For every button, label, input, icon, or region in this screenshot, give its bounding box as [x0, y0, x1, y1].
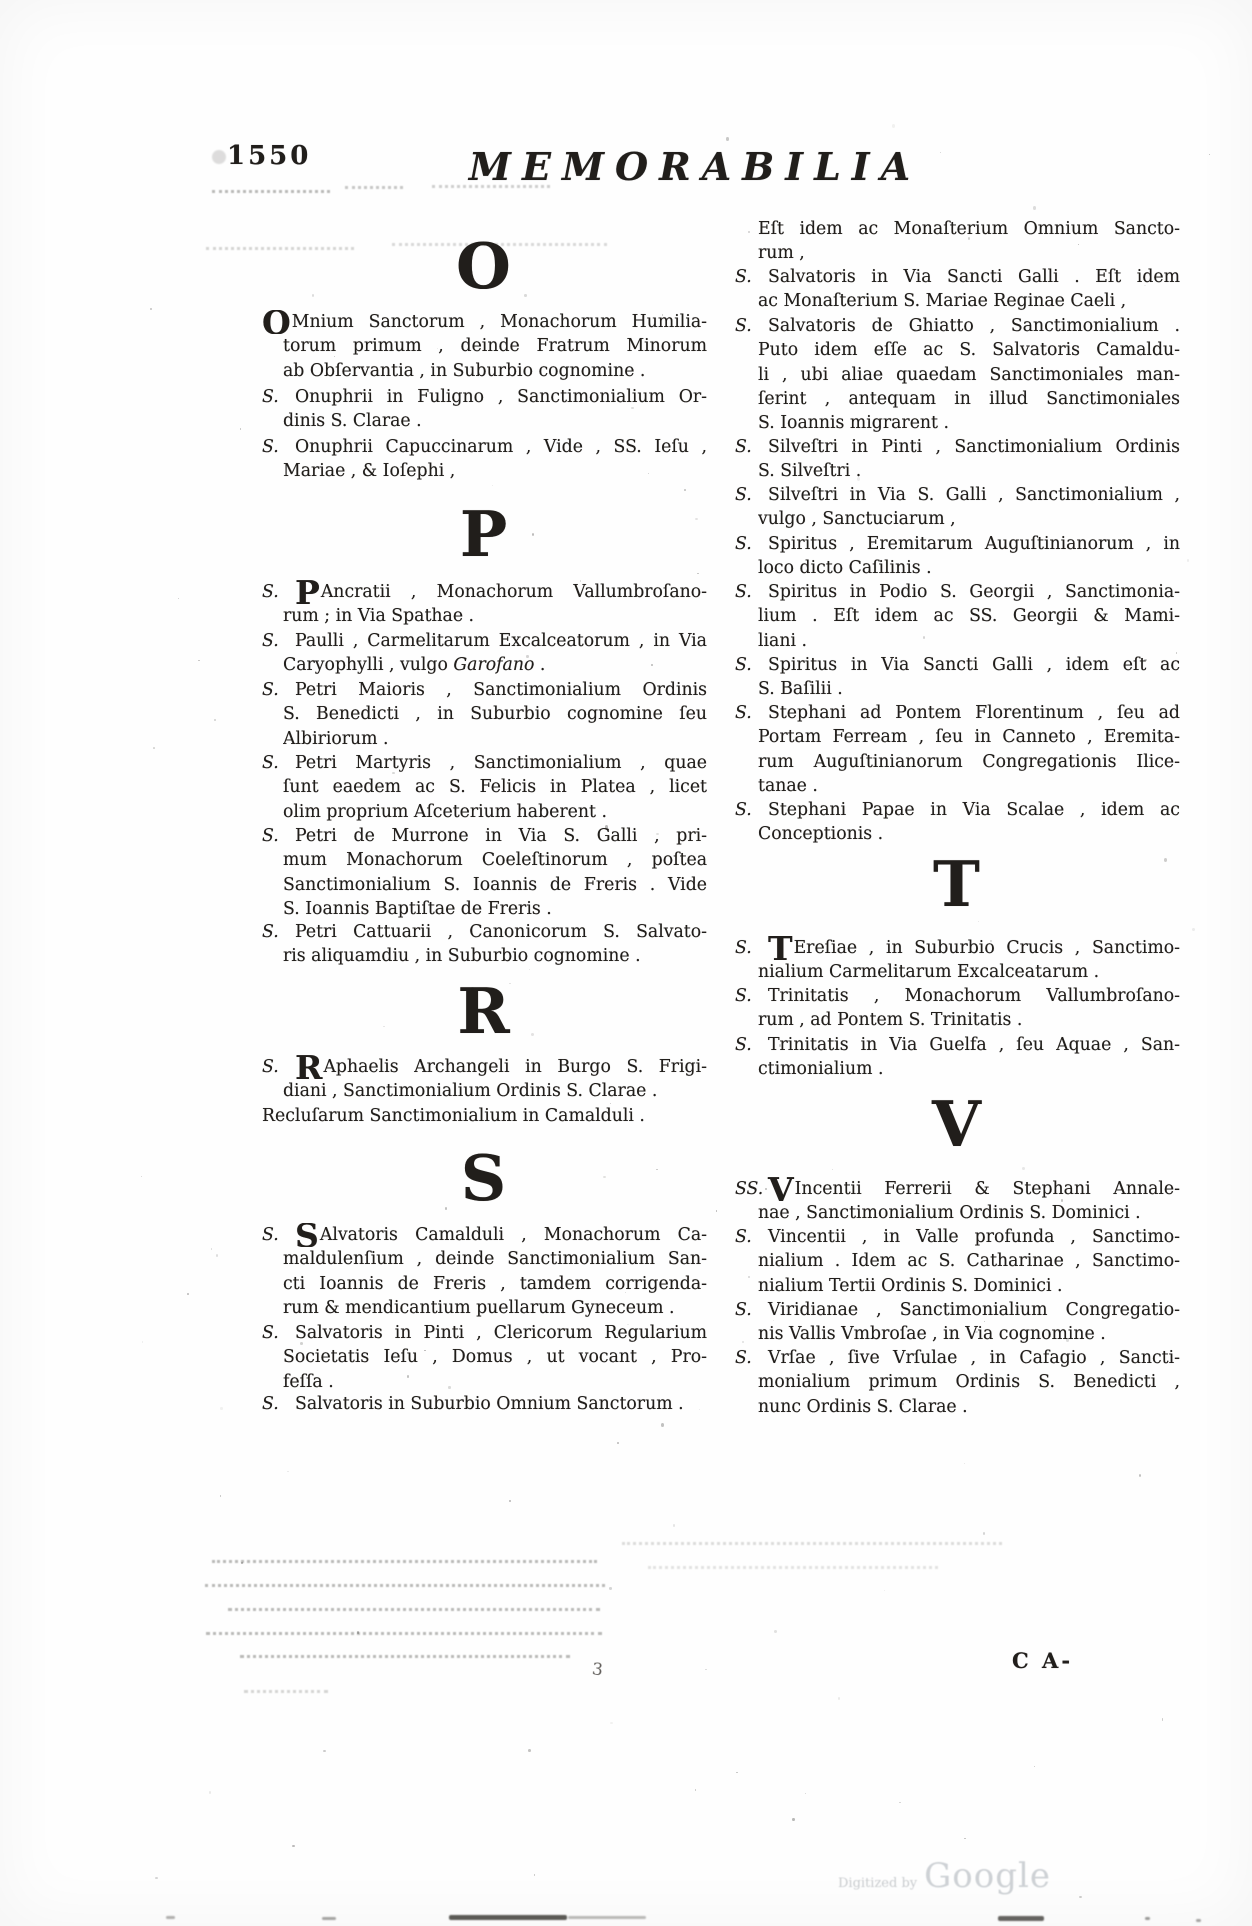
scan-speck: [155, 1877, 158, 1879]
entry-line: [262, 1055, 707, 1079]
section-letter-R: R: [457, 974, 512, 1048]
entry-text: Salvatoris de Ghiatto , Sanctimonialium .: [768, 316, 1180, 336]
entry-text: diani , Sanctimonialium Ordinis S. Clarae .: [283, 1081, 658, 1102]
bleedthrough-noise: [212, 1560, 597, 1563]
scan-speck: [198, 660, 200, 661]
entry-label: S.: [262, 1057, 279, 1077]
scan-smudge: [166, 1916, 175, 1919]
drop-cap: V: [768, 1177, 794, 1202]
index-entry: [735, 1033, 1180, 1082]
entry-text: monialium primum Ordinis S. Benedicti ,: [758, 1372, 1180, 1393]
entry-line: [735, 314, 1180, 338]
entry-label: S.: [735, 485, 752, 505]
scan-speck: [240, 428, 241, 430]
index-entry: [262, 385, 707, 434]
entry-line: [262, 1223, 707, 1247]
entry-text: nialium Tertii Ordinis S. Dominici .: [758, 1275, 1063, 1296]
entry-text: olim proprium Aſceterium haberent .: [283, 801, 607, 822]
scan-smudge: [568, 1916, 646, 1919]
entry-label: S.: [735, 534, 752, 554]
entry-line: [283, 727, 707, 751]
entry-text: Portam Ferream , ſeu in Canneto , Eremita-: [758, 727, 1180, 748]
entry-text: rum Auguſtinianorum Congregationis Ilice-: [758, 751, 1180, 772]
scan-smudge: [1145, 1917, 1150, 1920]
index-entry: [735, 936, 1180, 985]
drop-cap: O: [262, 310, 291, 335]
entry-text: Aphaelis Archangeli in Burgo S. Frigi-: [323, 1057, 707, 1077]
entry-text: liani .: [758, 630, 808, 651]
entry-line: [283, 1247, 707, 1271]
entry-line: [262, 920, 707, 944]
entry-line: [758, 241, 1180, 265]
entry-label: S.: [735, 267, 752, 287]
entry-text: Silveſtri in Via S. Galli , Sanctimonialium ,: [768, 485, 1180, 505]
entry-label: S.: [262, 753, 279, 773]
scan-speck: [1187, 559, 1189, 562]
entry-line: [283, 359, 707, 383]
entry-line: [758, 411, 1180, 435]
index-entry: [262, 1392, 707, 1416]
index-entry: [735, 1225, 1180, 1298]
entry-text: loco dicto Caſilinis .: [758, 558, 932, 579]
entry-line: [283, 848, 707, 872]
bleedthrough-noise: [648, 1566, 938, 1569]
entry-text: Ancratii , Monachorum Vallumbroſano-: [320, 582, 707, 602]
entry-text: Salvatoris in Suburbio Omnium Sanctorum .: [295, 1394, 684, 1414]
entry-line: [262, 1392, 707, 1416]
entry-line: [735, 580, 1180, 604]
entry-text: nunc Ordinis S. Clarae .: [758, 1396, 968, 1417]
entry-line: [262, 1104, 707, 1128]
entry-line: [262, 1321, 707, 1345]
bleedthrough-noise: [622, 1542, 1002, 1545]
entry-text: cti Ioannis de Freris , tamdem corrigenda-: [283, 1273, 707, 1294]
catchword: C A-: [1012, 1648, 1074, 1673]
scan-speck: [216, 1254, 218, 1257]
right-column: [735, 0, 1180, 1926]
entry-text: ſerint , antequam in illud Sanctimoniales: [758, 388, 1180, 409]
index-entry: [262, 1223, 707, 1320]
scan-speck: [209, 1791, 212, 1794]
entry-line: [262, 629, 707, 653]
entry-label: S.: [735, 316, 752, 336]
entry-line: [262, 385, 707, 409]
bleedthrough-noise: [206, 1632, 602, 1635]
entry-text: vulgo , Sanctuciarum ,: [758, 509, 956, 530]
entry-line: [735, 1298, 1180, 1322]
entry-text: S. Silveſtri .: [758, 461, 862, 482]
entry-label: S.: [262, 826, 279, 846]
entry-line: [735, 483, 1180, 507]
entry-text: Alvatoris Camalduli , Monachorum Ca-: [319, 1225, 707, 1245]
entry-text: Conceptionis .: [758, 824, 884, 845]
entry-line: [758, 1274, 1180, 1298]
index-entry: [262, 435, 707, 484]
entry-text: S. Benedicti , in Suburbio cognomine ſeu: [283, 704, 707, 725]
index-entry: [735, 1346, 1180, 1419]
entry-text: Societatis Ieſu , Domus , ut vocant , Pro-: [283, 1347, 707, 1368]
entry-line: [262, 678, 707, 702]
signature-mark: 3: [590, 1659, 604, 1681]
index-entry: [735, 532, 1180, 581]
index-entry: [735, 265, 1180, 314]
entry-label: S.: [735, 1300, 752, 1320]
entry-text: Spiritus in Podio S. Georgii , Sanctimonia-: [768, 582, 1180, 602]
entry-text: tanae .: [758, 775, 818, 796]
entry-text: Spiritus in Via Sancti Galli , idem eſt ac: [768, 655, 1180, 675]
scan-speck: [153, 747, 156, 749]
entry-line: [283, 944, 707, 968]
scan-speck: [178, 598, 179, 600]
scan-smudge: [322, 1917, 336, 1920]
entry-text: rum ; in Via Spathae .: [283, 606, 475, 627]
entry-line: [283, 459, 707, 483]
scan-speck: [141, 1176, 143, 1177]
bleedthrough-noise: [212, 190, 330, 193]
scan-speck: [142, 1341, 143, 1343]
entry-line: [735, 1346, 1180, 1370]
digitization-watermark: [838, 1856, 1051, 1896]
entry-text: Petri Cattuarii , Canonicorum S. Salvato-: [295, 922, 707, 942]
entry-line: [262, 824, 707, 848]
scan-smudge: [998, 1916, 1044, 1921]
entry-line: [283, 1370, 707, 1394]
entry-text: rum ,: [758, 243, 805, 264]
entry-label: S.: [735, 800, 752, 820]
entry-text: nae , Sanctimonialium Ordinis S. Dominici .: [758, 1203, 1141, 1224]
index-entry: [735, 984, 1180, 1033]
entry-line: [758, 1395, 1180, 1419]
section-letter-V: V: [932, 1087, 983, 1161]
watermark-prefix-text: Digitized by: [838, 1876, 918, 1891]
entry-line: [758, 1249, 1180, 1273]
entry-label: S.: [735, 1348, 752, 1368]
index-entry: [735, 653, 1180, 702]
index-entry: [735, 435, 1180, 484]
scan-speck: [214, 719, 216, 722]
entry-text: Onuphrii Capuccinarum , Vide , SS. Ieſu ,: [295, 437, 707, 457]
index-entry: [262, 920, 707, 969]
entry-label: S.: [262, 437, 279, 457]
bleedthrough-noise: [206, 247, 354, 250]
entry-line: [735, 1177, 1180, 1201]
entry-text: Mariae , & Ioſephi ,: [283, 461, 456, 482]
entry-text: feſſa .: [283, 1371, 334, 1392]
entry-label: S.: [262, 922, 279, 942]
bleedthrough-noise: [392, 243, 607, 246]
index-entry: [262, 824, 707, 921]
index-entry: [735, 1177, 1180, 1226]
entry-line: [758, 1322, 1180, 1346]
entry-line: [758, 960, 1180, 984]
entry-text: Ereſiae , in Suburbio Crucis , Sanctimo-: [793, 938, 1180, 958]
entry-line: [758, 629, 1180, 653]
entry-line: [758, 363, 1180, 387]
bleedthrough-noise: [244, 1690, 328, 1693]
entry-text: Spiritus , Eremitarum Auguſtinianorum , in: [768, 534, 1180, 554]
bleedthrough-noise: [240, 1655, 570, 1658]
left-column: [262, 0, 707, 1926]
entry-text: ctimonialium .: [758, 1059, 884, 1080]
entry-line: [758, 1370, 1180, 1394]
entry-line: [758, 1201, 1180, 1225]
entry-line: [262, 310, 707, 334]
entry-label: S.: [262, 1323, 279, 1343]
entry-text: Petri Martyris , Sanctimonialium , quae: [295, 753, 707, 773]
entry-text: S. Ioannis Baptiſtae de Freris .: [283, 898, 552, 919]
entry-line: [735, 435, 1180, 459]
entry-line: [735, 1225, 1180, 1249]
entry-line: [758, 217, 1180, 241]
entry-line: [283, 800, 707, 824]
scan-speck: [1209, 154, 1210, 155]
entry-line: [735, 798, 1180, 822]
entry-text: torum primum , deinde Fratrum Minorum: [283, 336, 707, 357]
entry-text: Petri de Murrone in Via S. Galli , pri-: [295, 826, 707, 846]
entry-line: [758, 604, 1180, 628]
entry-line: [758, 725, 1180, 749]
entry-line: [283, 653, 707, 677]
entry-line: [262, 751, 707, 775]
entry-line: [758, 774, 1180, 798]
bleedthrough-noise: [205, 1584, 605, 1587]
scan-speck: [220, 1407, 222, 1410]
entry-label: S.: [735, 1227, 752, 1247]
index-entry: [735, 701, 1180, 798]
index-entry: [735, 580, 1180, 653]
entry-text: Salvatoris in Via Sancti Galli . Eſt idem: [768, 267, 1180, 287]
entry-text: nis Vallis Vmbroſae , in Via cognomine .: [758, 1324, 1106, 1345]
section-letter-T: T: [933, 847, 982, 921]
entry-text: Onuphrii in Fuligno , Sanctimonialium Or-: [295, 387, 707, 407]
entry-label: S.: [262, 387, 279, 407]
scan-speck: [1192, 928, 1195, 931]
entry-text: Caryophylli , vulgo Garofano .: [283, 655, 546, 676]
entry-line: [283, 873, 707, 897]
entry-line: [262, 435, 707, 459]
entry-text: dinis S. Clarae .: [283, 411, 422, 432]
entry-text: Mnium Sanctorum , Monachorum Humilia-: [291, 312, 707, 332]
entry-text: Petri Maioris , Sanctimonialium Ordinis: [295, 680, 707, 700]
scan-smudge: [212, 150, 226, 164]
entry-text: Vrſae , ſive Vrſulae , in Cafagio , Sancti-: [768, 1348, 1180, 1368]
entry-text: Stephani ad Pontem Florentinum , ſeu ad: [768, 703, 1180, 723]
entry-line: [758, 677, 1180, 701]
entry-text: mum Monachorum Coeleſtinorum , poſtea: [283, 850, 707, 871]
index-entry: [262, 1104, 707, 1128]
entry-line: [262, 580, 707, 604]
entry-line: [735, 936, 1180, 960]
entry-label: S.: [735, 1035, 752, 1055]
entry-text: Salvatoris in Pinti , Clericorum Regularium: [295, 1323, 707, 1343]
entry-line: [758, 289, 1180, 313]
entry-line: [735, 701, 1180, 725]
scan-speck: [211, 1248, 213, 1250]
entry-label: S.: [735, 986, 752, 1006]
scan-speck: [716, 1210, 718, 1212]
entry-label: S.: [262, 680, 279, 700]
entry-text: rum & mendicantium puellarum Gyneceum .: [283, 1297, 675, 1318]
entry-line: [735, 1033, 1180, 1057]
entry-line: [735, 265, 1180, 289]
entry-line: [283, 775, 707, 799]
index-entry: [262, 580, 707, 629]
entry-text: S. Ioannis migrarent .: [758, 413, 949, 434]
bleedthrough-noise: [228, 1608, 600, 1611]
entry-text: Viridianae , Sanctimonialium Congregatio-: [768, 1300, 1180, 1320]
index-entry: [262, 1321, 707, 1394]
entry-line: [758, 1008, 1180, 1032]
drop-cap: T: [768, 936, 793, 961]
entry-text: ab Obſervantia , in Suburbio cognomine .: [283, 360, 646, 381]
entry-text: Recluſarum Sanctimonialium in Camalduli .: [262, 1106, 645, 1126]
entry-label: S.: [262, 1225, 279, 1245]
index-entry: [735, 314, 1180, 435]
bleedthrough-noise: [345, 186, 403, 189]
entry-line: [283, 897, 707, 921]
index-entry: [262, 678, 707, 751]
scan-smudge: [449, 1915, 567, 1920]
scan-speck: [150, 308, 152, 311]
entry-label: S.: [262, 582, 279, 602]
bleedthrough-noise: [432, 185, 550, 188]
entry-text: S. Baſilii .: [758, 679, 843, 700]
page-title: MEMORABILIA: [468, 144, 922, 189]
entry-text: nialium . Idem ac S. Catharinae , Sanctimo-: [758, 1251, 1180, 1272]
scan-speck: [187, 1293, 189, 1295]
entry-line: [758, 459, 1180, 483]
entry-line: [283, 1296, 707, 1320]
index-entry: [262, 310, 707, 383]
google-watermark-logo: Google: [924, 1856, 1051, 1896]
index-entry: [735, 483, 1180, 532]
entry-text: ris aliquamdiu , in Suburbio cognomine .: [283, 946, 641, 967]
index-entry: [262, 1055, 707, 1104]
entry-line: [735, 653, 1180, 677]
entry-line: [283, 1345, 707, 1369]
entry-text: Eſt idem ac Monaſterium Omnium Sancto-: [758, 219, 1180, 239]
drop-cap: P: [295, 580, 320, 605]
section-letter-P: P: [459, 497, 510, 571]
entry-text: Sanctimonialium S. Ioannis de Freris . Vide: [283, 874, 707, 895]
entry-label: S.: [735, 655, 752, 675]
entry-text: li , ubi aliae quaedam Sanctimoniales man-: [758, 364, 1180, 385]
entry-text: ſunt eaedem ac S. Felicis in Platea , licet: [283, 777, 707, 798]
entry-text: maldulenſium , deinde Sanctimonialium San-: [283, 1249, 707, 1270]
entry-text: Albiriorum .: [283, 728, 389, 749]
entry-line: [758, 507, 1180, 531]
entry-text: lium . Eſt idem ac SS. Georgii & Mami-: [758, 606, 1180, 627]
entry-text: Trinitatis , Monachorum Vallumbroſano-: [768, 986, 1180, 1006]
entry-line: [758, 556, 1180, 580]
entry-text: Paulli , Carmelitarum Excalceatorum , in Via: [295, 631, 707, 651]
index-entry: [262, 629, 707, 678]
entry-text: ac Monaſterium S. Mariae Reginae Caeli ,: [758, 291, 1127, 312]
scan-smudge: [1196, 1919, 1201, 1922]
entry-line: [283, 334, 707, 358]
entry-label: S.: [262, 1394, 279, 1414]
entry-line: [735, 984, 1180, 1008]
index-entry: [262, 751, 707, 824]
entry-label: S.: [262, 631, 279, 651]
entry-line: [758, 750, 1180, 774]
entry-text: Vincentii , in Valle profunda , Sanctimo-: [768, 1227, 1180, 1247]
entry-text: Stephani Papae in Via Scalae , idem ac: [768, 800, 1180, 820]
scan-speck: [726, 137, 729, 140]
entry-line: [735, 532, 1180, 556]
entry-label: S.: [735, 582, 752, 602]
entry-line: [758, 822, 1180, 846]
entry-label: S.: [735, 437, 752, 457]
entry-line: [758, 387, 1180, 411]
entry-line: [758, 1057, 1180, 1081]
entry-text: rum , ad Pontem S. Trinitatis .: [758, 1010, 1023, 1031]
index-entry: [735, 798, 1180, 847]
page-number: 1550: [227, 141, 312, 171]
index-entry: [735, 1298, 1180, 1347]
entry-text: Silveſtri in Pinti , Sanctimonialium Ordinis: [768, 437, 1180, 457]
entry-line: [283, 604, 707, 628]
entry-line: [283, 702, 707, 726]
scan-speck: [220, 1495, 222, 1497]
drop-cap: R: [295, 1055, 323, 1080]
entry-text: Trinitatis in Via Guelfa , ſeu Aquae , San-: [768, 1035, 1180, 1055]
entry-label: S.: [735, 703, 752, 723]
section-letter-O: O: [456, 229, 513, 303]
entry-line: [283, 1272, 707, 1296]
entry-label: SS.: [735, 1179, 764, 1199]
entry-text: nialium Carmelitarum Excalceatarum .: [758, 962, 1100, 983]
entry-line: [758, 338, 1180, 362]
entry-line: [283, 1079, 707, 1103]
drop-cap: S: [295, 1223, 319, 1248]
entry-label: S.: [735, 938, 752, 958]
entry-text: Incentii Ferrerii & Stephani Annale-: [794, 1179, 1180, 1199]
section-letter-S: S: [460, 1141, 509, 1215]
entry-line: [283, 409, 707, 433]
index-entry: [735, 217, 1180, 266]
entry-text: Puto idem eſſe ac S. Salvatoris Camaldu-: [758, 340, 1180, 361]
